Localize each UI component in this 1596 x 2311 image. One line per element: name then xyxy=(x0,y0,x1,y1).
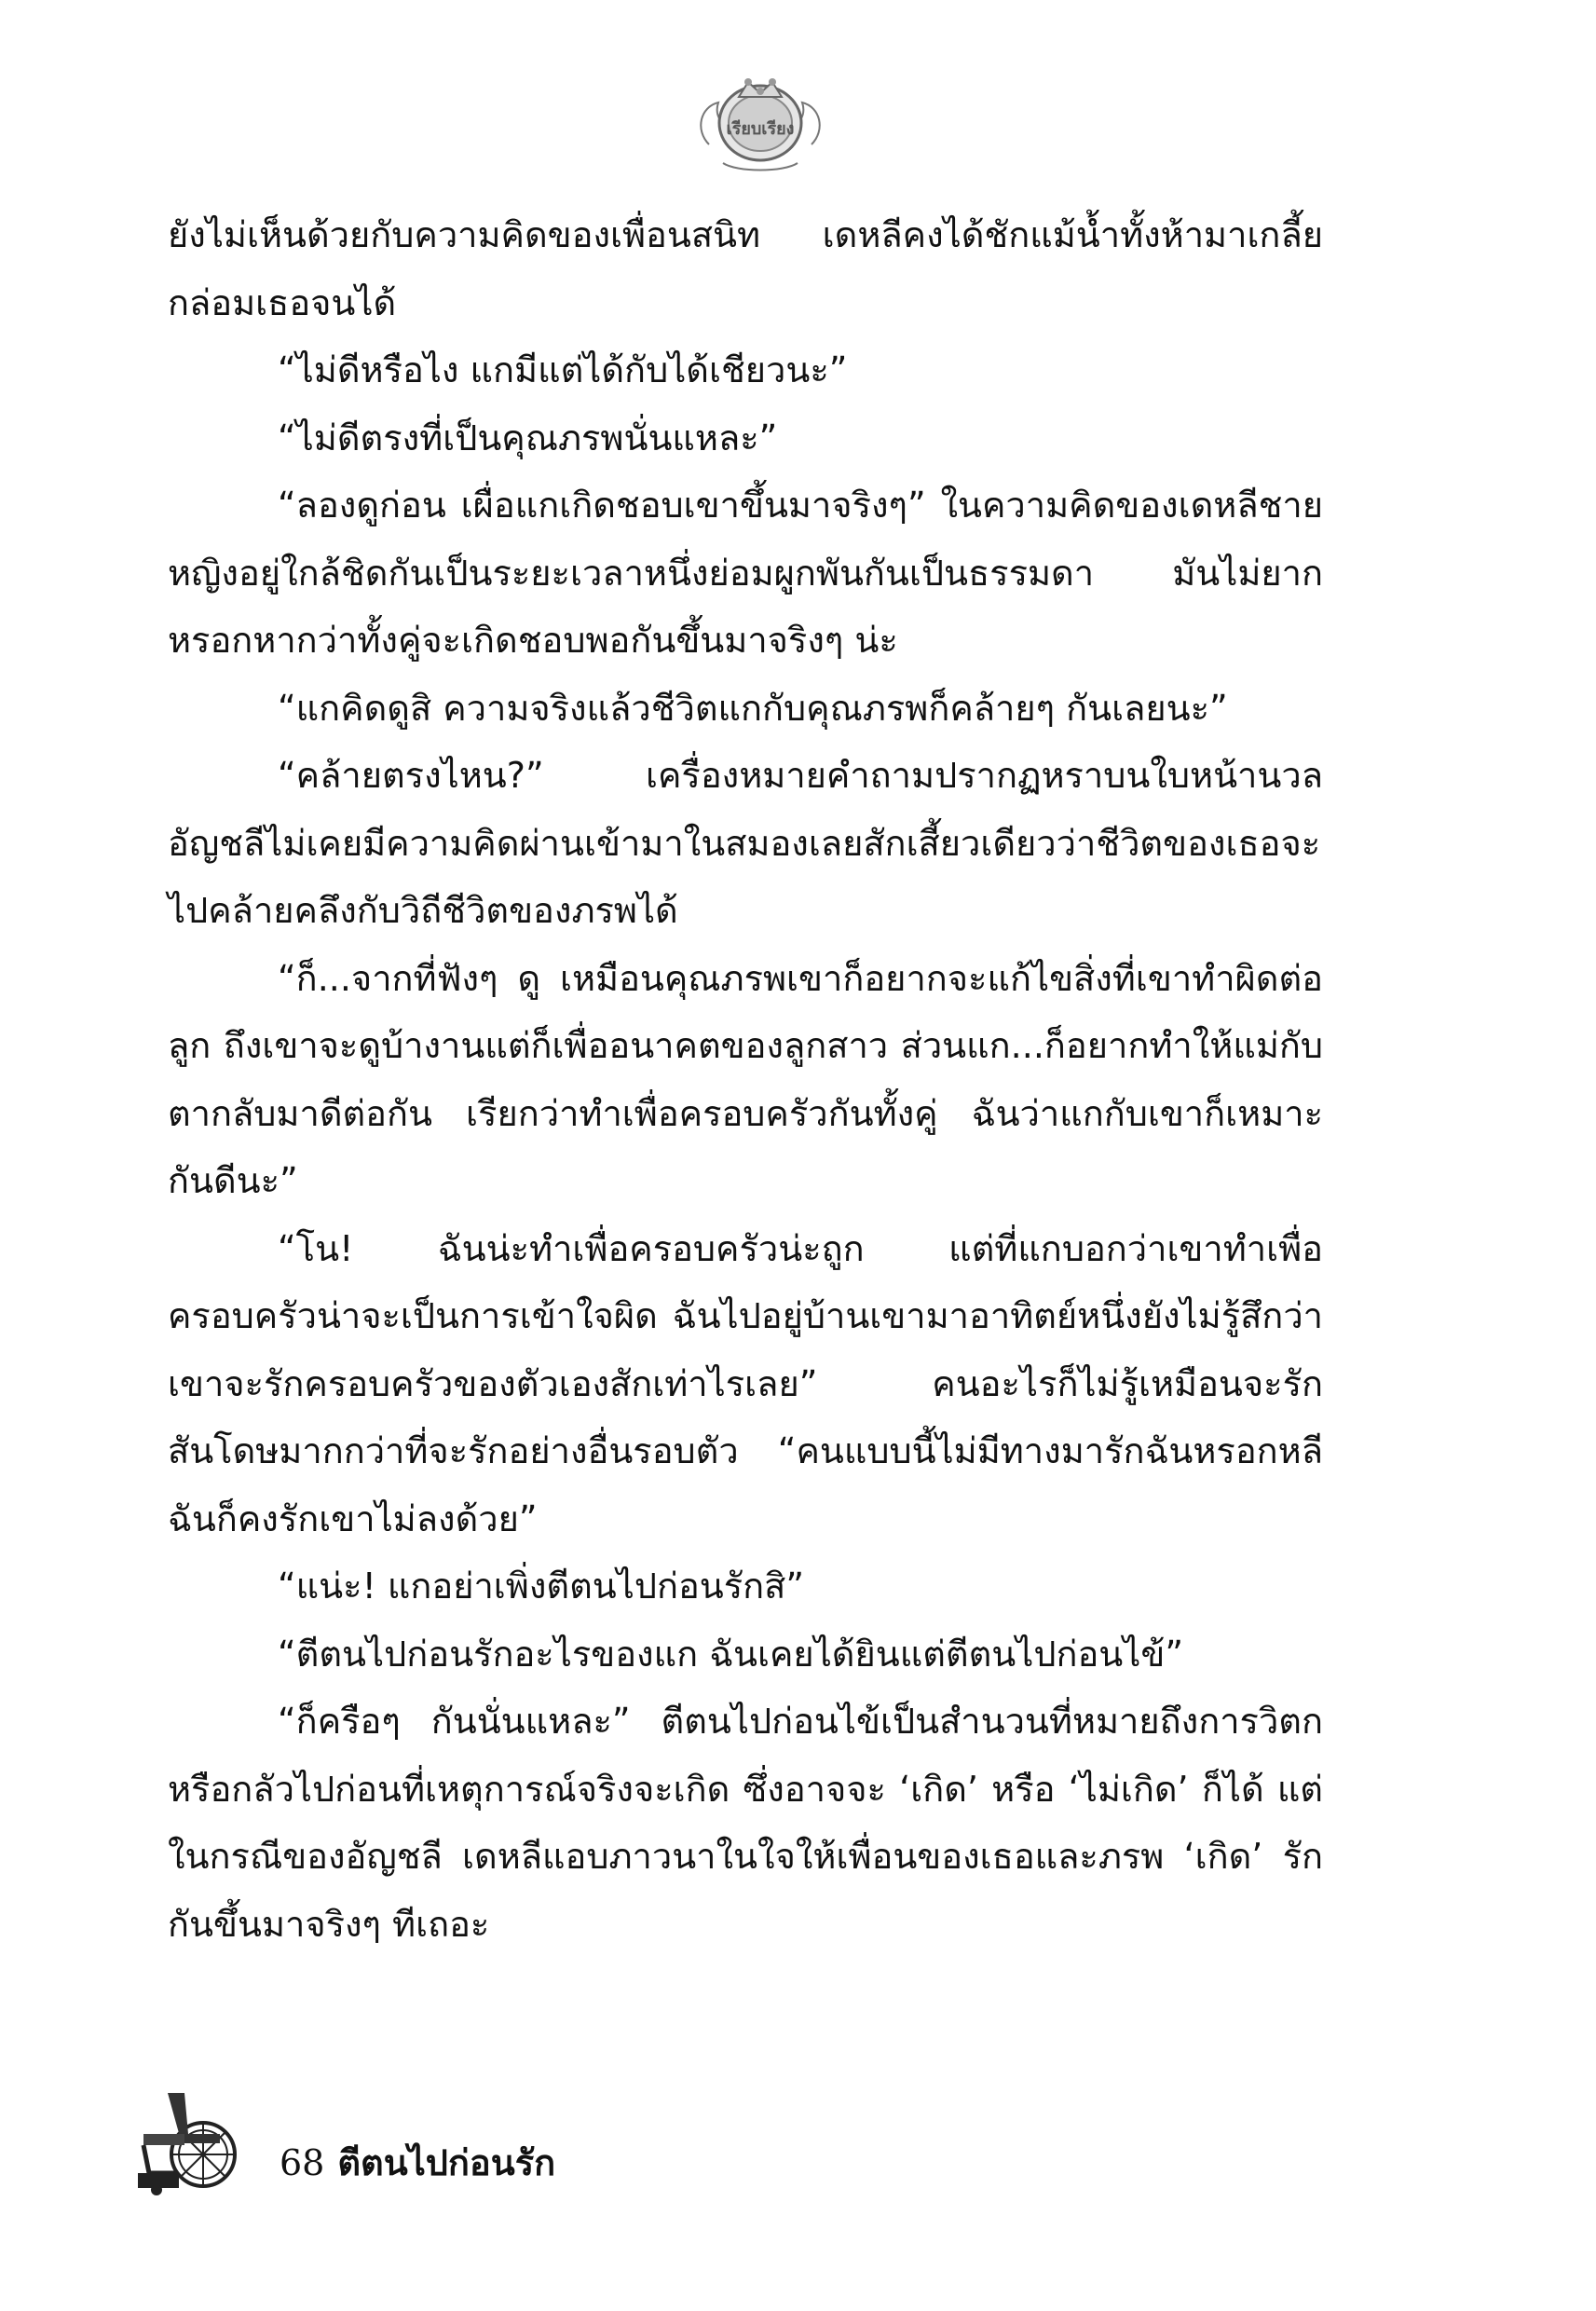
header-logo-text: เรียบเรียง xyxy=(726,119,795,139)
paragraph: “ลองดูก่อน เผื่อแกเกิดชอบเขาขึ้นมาจริงๆ” ในความคิดของเดหลีชายหญิงอยู่ใกล้ชิดกันเป็นระยะเวลาหนึ่งย่อมผูกพันกันเป็นธรรมดา มันไม่ยากหรอกหากว่าทั้งคู่จะเกิดชอบพอกันขึ้นมาจริงๆ น่ะ xyxy=(168,485,1323,661)
paragraph: “ก็ครือๆ กันนั่นแหละ” ตีตนไปก่อนไข้เป็นสำนวนที่หมายถึงการวิตกหรือกลัวไปก่อนที่เหตุการณ์จริงจะเกิด ซึ่งอาจจะ ‘เกิด’ หรือ ‘ไม่เกิด’ ก็ได้ แต่ในกรณีของอัญชลี เดหลีแอบภาวนาในใจให้เพื่อนของเธอและภรพ ‘เกิด’ รักกันขึ้นมาจริงๆ ทีเถอะ xyxy=(168,1701,1323,1945)
paragraph: “ไม่ดีหรือไง แกมีแต่ได้กับได้เชียวนะ” xyxy=(278,349,848,390)
wheelchair-icon xyxy=(130,2087,242,2199)
paragraph: “ตีตนไปก่อนรักอะไรของแก ฉันเคยได้ยินแต่ตีตนไปก่อนไข้” xyxy=(278,1633,1184,1675)
page-number: 68 xyxy=(280,2142,325,2183)
paragraph: “คล้ายตรงไหน?” เครื่องหมายคำถามปรากฏหราบนใบหน้านวลอัญชลีไม่เคยมีความคิดผ่านเข้ามาในสมองเลยสักเสี้ยวเดียวว่าชีวิตของเธอจะไปคล้ายคลึงกับวิถีชีวิตของภรพได้ xyxy=(168,755,1323,931)
paragraph: “ก็...จากที่ฟังๆ ดู เหมือนคุณภรพเขาก็อยากจะแก้ไขสิ่งที่เขาทำผิดต่อลูก ถึงเขาจะดูบ้างานแต่ก็เพื่ออนาคตของลูกสาว ส่วนแก...ก็อยากทำให้แม่กับตากลับมาดีต่อกัน เรียกว่าทำเพื่อครอบครัวกันทั้งคู่ ฉันว่าแกกับเขาก็เหมาะกันดีนะ” xyxy=(168,957,1323,1201)
footer-text xyxy=(280,2134,555,2191)
paragraph: ยังไม่เห็นด้วยกับความคิดของเพื่อนสนิท เดหลีคงได้ชักแม้น้ำทั้งห้ามาเกลี้ยกล่อมเธอจนได้ xyxy=(168,214,1323,323)
paragraph: “แกคิดดูสิ ความจริงแล้วชีวิตแกกับคุณภรพก็คล้ายๆ กันเลยนะ” xyxy=(278,687,1228,729)
paragraph: “ไม่ดีตรงที่เป็นคุณภรพนั่นแหละ” xyxy=(278,417,778,458)
page-body xyxy=(168,201,1323,1958)
header-logo xyxy=(690,56,830,182)
page-footer xyxy=(130,2087,783,2199)
paragraph: “แน่ะ! แกอย่าเพิ่งตีตนไปก่อนรักสิ” xyxy=(278,1566,805,1607)
paragraph: “โน! ฉันน่ะทำเพื่อครอบครัวน่ะถูก แต่ที่แกบอกว่าเขาทำเพื่อครอบครัวน่าจะเป็นการเข้าใจผิด ฉันไปอยู่บ้านเขามาอาทิตย์หนึ่งยังไม่รู้สึกว่าเขาจะรักครอบครัวของตัวเองสักเท่าไรเลย” คนอะไรก็ไม่รู้เหมือนจะรักสันโดษมากกว่าที่จะรักอย่างอื่นรอบตัว “คนแบบนี้ไม่มีทางมารักฉันหรอกหลี ฉันก็คงรักเขาไม่ลงด้วย” xyxy=(168,1227,1323,1539)
book-title: ตีตนไปก่อนรัก xyxy=(337,2142,556,2183)
